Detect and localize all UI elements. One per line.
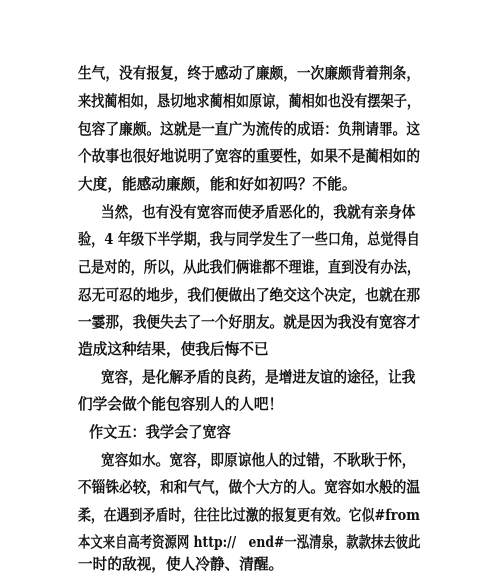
text-line: 个故事也很好地说明了宽容的重要性，如果不是蔺相如的 [78,147,421,165]
paragraph-first-line: 宽容，是化解矛盾的良药，是增进友谊的途径，让我 [101,368,416,386]
text-line: 们学会做个能包容别人的人吧！ [78,395,284,413]
text-line: 验，4 年级下半学期，我与同学发生了一些口角，总觉得自 [78,230,420,248]
text-line: 造成这种结果，使我后悔不已 [78,340,269,358]
text-line: 一时的敌视，使人冷静、清醒。 [78,555,284,573]
text-line: 一霎那，我便失去了一个好朋友。就是因为我没有宽容才 [78,313,421,331]
text-line: 忍无可忍的地步，我们便做出了绝交这个决定，也就在那 [78,286,421,304]
text-line: 己是对的，所以，从此我们俩谁都不理谁，直到没有办法， [78,258,421,276]
paragraph-first-line: 当然，也有没有宽容而使矛盾恶化的，我就有亲身体 [101,203,416,221]
paragraph-first-line: 宽容如水。宽容，即原谅他人的过错，不耿耿于怀， [101,451,416,469]
section-heading: 作文五：我学会了宽容 [89,423,231,441]
text-line: 生气，没有报复，终于感动了廉颇，一次廉颇背着荆条， [78,64,421,82]
text-line: 本文来自高考资源网 http:// end#一泓清泉，款款抹去彼此 [78,533,421,551]
text-line: 不锱铢必较，和和气气，做个大方的人。宽容如水般的温 [78,478,421,496]
text-line: 柔，在遇到矛盾时，往往比过激的报复更有效。它似#from [78,506,420,524]
text-line: 大度，能感动廉颇，能和好如初吗？不能。 [78,175,357,193]
text-line: 包容了廉颇。这就是一直广为流传的成语：负荆请罪。这 [78,120,421,138]
text-line: 来找蔺相如，恳切地求蔺相如原谅，蔺相如也没有摆架子， [78,92,421,110]
